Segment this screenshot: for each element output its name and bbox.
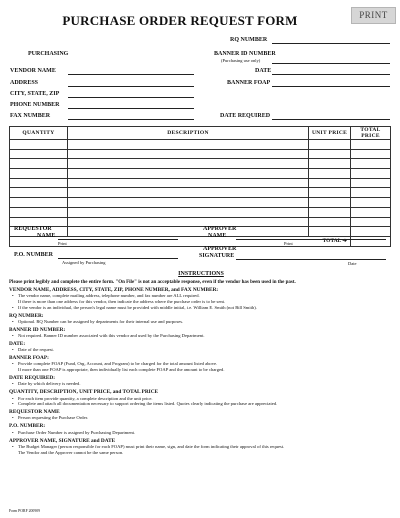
form-id: Form PORF 200909 <box>9 509 41 513</box>
instructions-title: INSTRUCTIONS <box>178 271 224 277</box>
approver-label: APPROVER <box>203 226 237 232</box>
instruction-text: Person requesting the Purchase Order. <box>18 415 89 421</box>
banner-foap-label: BANNER FOAP <box>227 80 271 86</box>
instruction-section <box>9 287 393 310</box>
instruction-item <box>18 401 393 407</box>
table-cell[interactable] <box>351 159 391 169</box>
city-state-zip-label: CITY, STATE, ZIP <box>10 91 60 97</box>
table-cell[interactable] <box>351 149 391 159</box>
date-required-field[interactable] <box>272 119 390 120</box>
vendor-name-field[interactable] <box>68 74 194 75</box>
date-label: DATE <box>255 68 272 74</box>
total-label: TOTAL ➔ <box>10 236 351 246</box>
table-cell[interactable] <box>10 159 68 169</box>
table-row <box>10 140 391 150</box>
requestor-label: REQUESTOR <box>14 226 52 232</box>
instruction-section <box>9 423 393 435</box>
table-cell[interactable] <box>67 198 308 208</box>
instruction-continuation: If there is more than one address for this vendor, then indicate the address where the purchase order is to be sent. <box>18 298 226 304</box>
table-cell[interactable] <box>309 188 351 198</box>
instruction-text: For each item provide quantity, a complete description and the unit price. <box>18 395 153 401</box>
table-row <box>10 149 391 159</box>
instruction-item <box>18 361 393 372</box>
instruction-heading: VENDOR NAME, ADDRESS, CITY, STATE, ZIP, PHONE NUMBER, and FAX NUMBER: <box>9 287 219 293</box>
approver-signature-label-1: APPROVER <box>203 246 237 252</box>
instruction-item <box>18 319 393 325</box>
table-cell[interactable] <box>67 140 308 150</box>
description-header: DESCRIPTION <box>67 127 308 140</box>
po-assigned-hint: Assigned by Purchasing <box>62 260 106 265</box>
instruction-item <box>18 381 393 387</box>
instruction-heading: REQUESTOR NAME <box>9 409 60 416</box>
instruction-text: Not required. Banner ID number associated with this vendor and used by the Purchasing Department. <box>18 333 205 339</box>
approver-print-hint: Print <box>284 241 293 246</box>
table-cell[interactable] <box>309 217 351 227</box>
unit-price-header: UNIT PRICE <box>309 127 351 140</box>
date-required-label: DATE REQUIRED <box>220 113 271 119</box>
instruction-item <box>18 305 393 311</box>
approver-date-hint: Date <box>348 261 357 266</box>
instruction-item <box>18 293 393 304</box>
table-cell[interactable] <box>351 140 391 150</box>
instruction-heading: QUANTITY, DESCRIPTION, UNIT PRICE, and TOTAL PRICE <box>9 389 159 396</box>
instruction-heading: BANNER FOAP: <box>9 355 49 362</box>
table-cell[interactable] <box>309 227 351 237</box>
rq-number-label: RQ NUMBER <box>230 37 268 43</box>
approver-signature-field[interactable] <box>236 259 386 260</box>
banner-foap-field[interactable] <box>272 86 390 87</box>
instruction-list <box>9 319 393 325</box>
instruction-list <box>9 333 393 339</box>
table-row <box>10 207 391 217</box>
form-title: PURCHASE ORDER REQUEST FORM <box>62 13 298 28</box>
instruction-list <box>9 415 393 421</box>
instruction-section <box>9 375 393 387</box>
items-table <box>9 126 391 247</box>
instruction-section <box>9 409 393 421</box>
instruction-item <box>18 444 393 455</box>
instruction-section <box>9 327 393 339</box>
table-row <box>10 188 391 198</box>
instruction-section <box>9 341 393 353</box>
instructions-block <box>9 271 393 458</box>
table-row <box>10 159 391 169</box>
instruction-text: Date of the request. <box>18 347 54 353</box>
table-cell[interactable] <box>351 188 391 198</box>
table-cell[interactable] <box>351 227 391 237</box>
table-cell[interactable] <box>309 198 351 208</box>
instruction-text: If the vendor is an individual, the person's legal name must be provided with middle initial, i.e. William E. Smith (not Bill Smith). <box>18 304 257 310</box>
instruction-item <box>18 333 393 339</box>
table-row <box>10 227 391 237</box>
po-number-field[interactable] <box>58 258 178 259</box>
instruction-item <box>18 415 393 421</box>
table-cell[interactable] <box>351 169 391 179</box>
instruction-heading: RQ NUMBER: <box>9 312 44 319</box>
instruction-heading: DATE: <box>9 341 26 348</box>
vendor-name-label: VENDOR NAME <box>10 68 56 74</box>
instruction-section <box>9 438 393 456</box>
table-cell[interactable] <box>10 207 68 217</box>
address-field[interactable] <box>68 86 194 87</box>
banner-id-label: BANNER ID NUMBER <box>214 51 276 57</box>
instruction-text: Purchase Order Number is assigned by Purchasing Department. <box>18 429 136 435</box>
fax-number-field[interactable] <box>68 119 194 120</box>
instruction-section <box>9 355 393 373</box>
table-cell[interactable] <box>10 169 68 179</box>
print-button[interactable]: PRINT <box>351 7 396 24</box>
instruction-list <box>9 396 393 407</box>
po-number-label: P.O. NUMBER <box>14 252 53 258</box>
table-row <box>10 178 391 188</box>
instruction-item <box>18 347 393 353</box>
table-cell[interactable] <box>351 207 391 217</box>
instruction-heading: P.O. NUMBER: <box>9 423 46 430</box>
instruction-text: Date by which delivery is needed. <box>18 381 81 387</box>
instruction-text: The Budget Manager (person responsible for each FOAP) must print their name, sign, and date the form indicating their approval of this request. <box>18 443 285 449</box>
instruction-list <box>9 430 393 436</box>
table-cell[interactable] <box>10 140 68 150</box>
date-field[interactable] <box>272 74 390 75</box>
table-cell[interactable] <box>67 178 308 188</box>
table-cell[interactable] <box>10 178 68 188</box>
table-cell[interactable] <box>351 178 391 188</box>
instructions-intro: Please print legibly and complete the entire form. "On File" is not an acceptable response, even if the vendor has been used in the past. <box>9 280 296 285</box>
requestor-name-field[interactable] <box>58 239 178 240</box>
table-cell[interactable] <box>67 227 308 237</box>
instruction-section <box>9 389 393 407</box>
instruction-heading: BANNER ID NUMBER: <box>9 326 66 333</box>
instruction-heading: APPROVER NAME, SIGNATURE and DATE <box>9 437 116 444</box>
table-row <box>10 169 391 179</box>
instruction-list <box>9 347 393 353</box>
rq-number-field[interactable] <box>272 43 390 44</box>
instruction-section <box>9 313 393 325</box>
instruction-list <box>9 381 393 387</box>
table-row <box>10 198 391 208</box>
city-state-zip-field[interactable] <box>68 97 194 98</box>
table-cell[interactable] <box>67 217 308 227</box>
table-cell[interactable] <box>309 207 351 217</box>
table-cell[interactable] <box>309 169 351 179</box>
phone-number-field[interactable] <box>68 108 194 109</box>
fax-number-label: FAX NUMBER <box>10 113 51 119</box>
table-cell[interactable] <box>10 188 68 198</box>
table-cell[interactable] <box>67 159 308 169</box>
instruction-text: Optional. RQ Number can be assigned by departments for their internal use and purposes. <box>18 318 184 324</box>
instruction-list <box>9 444 393 455</box>
purchasing-label: PURCHASING <box>28 51 69 57</box>
table-cell[interactable] <box>309 159 351 169</box>
table-cell[interactable] <box>309 149 351 159</box>
total-price-header: TOTAL PRICE <box>351 127 391 140</box>
table-cell[interactable] <box>309 140 351 150</box>
table-cell[interactable] <box>67 169 308 179</box>
table-cell[interactable] <box>351 217 391 227</box>
instruction-text: The vendor name, complete mailing address, telephone number, and fax number are ALL required. <box>18 293 200 299</box>
instruction-continuation: If more than one FOAP is appropriate, then individually list each complete FOAP and the amount to be charged. <box>18 367 225 373</box>
instruction-text: Provide complete FOAP (Fund, Org, Account, and Program) to be charged for the total amount listed above. <box>18 361 218 367</box>
total-value-cell[interactable] <box>351 236 391 246</box>
table-cell[interactable] <box>67 149 308 159</box>
table-cell[interactable] <box>351 198 391 208</box>
table-cell[interactable] <box>10 149 68 159</box>
approver-signature-label-2: SIGNATURE <box>199 253 235 259</box>
table-cell[interactable] <box>67 188 308 198</box>
instruction-list <box>9 293 393 310</box>
table-cell[interactable] <box>309 178 351 188</box>
instruction-item <box>18 430 393 436</box>
quantity-header: QUANTITY <box>10 127 68 140</box>
requestor-name-label: NAME <box>37 233 56 239</box>
instruction-heading: DATE REQUIRED: <box>9 375 55 382</box>
address-label: ADDRESS <box>10 80 39 86</box>
instruction-list <box>9 361 393 372</box>
phone-number-label: PHONE NUMBER <box>10 102 60 108</box>
table-cell[interactable] <box>10 198 68 208</box>
instruction-continuation: The Vendor and the Approver cannot be the same person. <box>18 449 124 455</box>
table-row <box>10 217 391 227</box>
table-cell[interactable] <box>67 207 308 217</box>
approver-name-label: NAME <box>208 233 227 239</box>
instruction-text: Complete and attach all documentation necessary to support ordering the items listed. Quotes clearly indicating the purchase are appreciated. <box>18 401 278 407</box>
banner-id-field[interactable] <box>272 63 390 64</box>
requestor-print-hint: Print <box>58 241 67 246</box>
instructions-sections <box>9 287 393 455</box>
banner-id-note: (Purchasing use only) <box>221 58 261 63</box>
approver-name-field[interactable] <box>236 239 386 240</box>
